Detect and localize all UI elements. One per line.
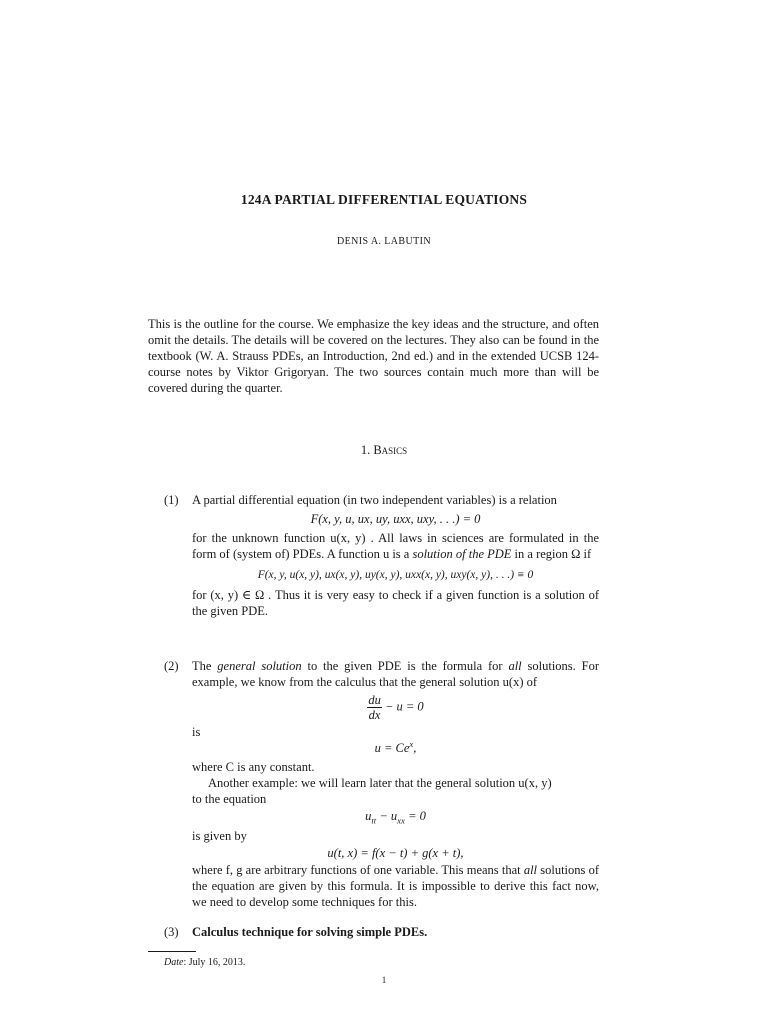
equation: u(t, x) = f(x − t) + g(x + t),: [327, 846, 464, 860]
section-number: 1.: [360, 443, 371, 457]
equation-part: ,: [413, 741, 417, 755]
superscript: x: [409, 738, 414, 749]
text-span: solutions. For example, we know from the calculus that the general solution u(x) of: [192, 659, 600, 689]
subscript: xx: [397, 815, 405, 826]
emphasis-text: all: [523, 863, 538, 877]
item-text: [192, 862, 599, 910]
text-span: where f, g are arbitrary functions of one variable. This means that: [192, 863, 524, 877]
item-text: for (x, y) ∈ Ω . Thus it is very easy to check if a given function is a solution of the given PDE.: [192, 588, 599, 618]
fraction-numerator: du: [368, 693, 381, 707]
item-text: [192, 658, 599, 690]
item-text: [192, 530, 599, 562]
equation: F(x, y, u, ux, uy, uxx, uxy, . . .) = 0: [310, 512, 481, 526]
author-name: DENIS A. LABUTIN: [337, 236, 431, 247]
list-item: [164, 658, 599, 908]
list-item: [164, 924, 599, 942]
equation-part: − u: [376, 809, 398, 823]
equation: [192, 740, 599, 756]
equation-rest: − u = 0: [381, 699, 424, 714]
fraction: [367, 693, 382, 722]
equation-part: u = Ce: [374, 741, 410, 755]
equation-part: = 0: [404, 809, 426, 823]
item-text: Another example: we will learn later that the general solution u(x, y): [208, 776, 552, 790]
list-item: [164, 492, 599, 642]
section-heading: [0, 442, 768, 458]
text-span: for the unknown function u(x, y) . All laws in sciences are formulated in the form of (system of) PDEs. A function u is a: [192, 531, 599, 561]
item-number: (3): [164, 925, 179, 939]
footnote-text: : July 16, 2013.: [183, 957, 246, 968]
item-number: (2): [164, 659, 179, 673]
item-text: where C is any constant.: [192, 760, 315, 774]
fraction-denominator: dx: [368, 708, 381, 722]
item-heading: Calculus technique for solving simple PDEs.: [192, 925, 428, 939]
footnote-rule: [148, 951, 196, 952]
footnote-label: Date: [164, 957, 184, 968]
equation-part: u: [365, 809, 372, 823]
text-span: in a region Ω if: [511, 547, 592, 561]
section-title: Basics: [373, 443, 408, 457]
item-text: is: [192, 725, 201, 739]
item-number: (1): [164, 493, 179, 507]
emphasis-text: all: [508, 659, 522, 673]
item-text: is given by: [192, 829, 247, 843]
equation: F(x, y, u(x, y), ux(x, y), uy(x, y), uxx(x, y), uxy(x, y), . . .) ≡ 0: [257, 569, 534, 581]
footnote: [164, 955, 245, 971]
paper-title: 124A PARTIAL DIFFERENTIAL EQUATIONS: [240, 192, 528, 207]
equation: [192, 693, 599, 722]
text-span: to the given PDE is the formula for: [301, 659, 509, 673]
equation: [192, 808, 599, 824]
text-span: The: [192, 659, 218, 673]
page-number: 1: [381, 975, 387, 985]
emphasis-text: solution of the PDE: [412, 547, 512, 561]
abstract: [148, 316, 599, 396]
emphasis-text: general solution: [217, 659, 302, 673]
abstract-text: This is the outline for the course. We emphasize the key ideas and the structure, and often omit the details. The details will be covered on the lectures. They also can be found in the textbook (W. A. Strauss PDEs, an Introduction, 2nd ed.) and in the extended UCSB 124-course notes by Viktor Grigoryan. The two sources contain much more than will be covered during the quarter.: [148, 317, 599, 395]
text-span: solutions of the equation are given by this formula. It is impossible to derive this fact now, we need to develop some techniques for this.: [192, 863, 599, 909]
subscript: tt: [371, 815, 377, 826]
item-text: A partial differential equation (in two independent variables) is a relation: [192, 493, 557, 507]
item-text: to the equation: [192, 792, 267, 806]
